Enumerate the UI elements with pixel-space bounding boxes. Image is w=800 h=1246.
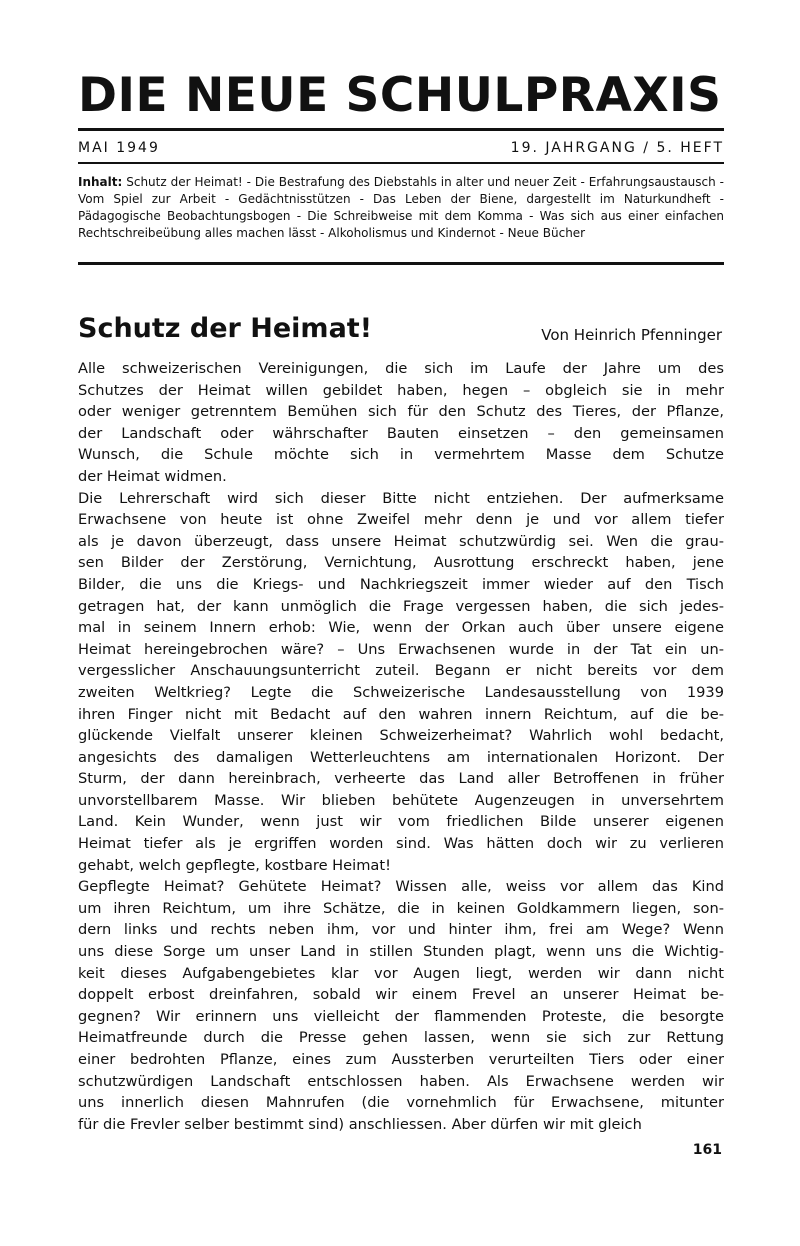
- text-line: uns innerlich diesen Mahnrufen (die vornehmlich für Erwachsene, mitunter: [78, 1094, 724, 1112]
- text-line: Alle schweizerischen Vereinigungen, die sich im Laufe der Jahre um des: [78, 360, 724, 377]
- text-line: angesichts des damaligen Wetterleuchtens am internationalen Horizont. Der: [78, 748, 724, 766]
- text-line: schutzwürdigen Landschaft entschlossen haben. Als Erwachsene werden wir: [78, 1072, 724, 1090]
- text-line: vergesslicher Anschauungsunterricht zuteil. Begann er nicht bereits vor dem: [78, 662, 724, 680]
- text-line: Schutzes der Heimat willen gebildet haben, hegen – obgleich sie in mehr: [78, 381, 724, 399]
- article-paragraph: [78, 358, 724, 488]
- text-line: Bilder, die uns die Kriegs- und Nachkriegszeit immer wieder auf den Tisch: [78, 575, 724, 593]
- text-line: Heimat tiefer als je ergriffen worden sind. Was hätten doch wir zu verlieren: [78, 835, 724, 853]
- text-line: Land. Kein Wunder, wenn just wir vom friedlichen Bilde unserer eigenen: [78, 813, 724, 831]
- text-line: Heimat hereingebrochen wäre? – Uns Erwachsenen wurde in der Tat ein un-: [78, 640, 724, 658]
- text-line: Heimatfreunde durch die Presse gehen lassen, wenn sie sich zur Rettung: [78, 1029, 724, 1047]
- issue-line: [78, 138, 724, 160]
- text-line: sen Bilder der Zerstörung, Vernichtung, Ausrottung erschreckt haben, jene: [78, 554, 724, 572]
- text-line: Sturm, der dann hereinbrach, verheerte das Land aller Betroffenen in früher: [78, 770, 724, 788]
- issue-date: MAI 1949: [78, 140, 160, 156]
- masthead-rule-top: [78, 128, 724, 131]
- text-line: doppelt erbost dreinfahren, sobald wir einem Frevel an unserer Heimat be-: [78, 986, 724, 1004]
- text-line: dern links und rechts neben ihm, vor und hinter ihm, frei am Wege? Wenn: [78, 921, 724, 939]
- text-line: Erwachsene von heute ist ohne Zweifel mehr denn je und vor allem tiefer: [78, 511, 724, 529]
- table-of-contents: [78, 174, 724, 242]
- text-line: uns diese Sorge um unser Land in stillen Stunden plagt, wenn uns die Wichtig-: [78, 943, 724, 961]
- text-line: Gepflegte Heimat? Gehütete Heimat? Wissen alle, weiss vor allem das Kind: [78, 878, 724, 896]
- article-title: Schutz der Heimat!: [78, 313, 373, 344]
- masthead-title: DIE NEUE SCHULPRAXIS: [78, 68, 722, 123]
- text-line: oder weniger getrenntem Bemühen sich für den Schutz des Tieres, der Pflanze,: [78, 403, 724, 421]
- text-line: gehabt, welch gepflegte, kostbare Heimat!: [78, 856, 391, 874]
- issue-rule: [78, 162, 724, 164]
- issue-number: 19. JAHRGANG / 5. HEFT: [510, 140, 724, 156]
- text-line: der Landschaft oder währschafter Bauten einsetzen – den gemeinsamen: [78, 424, 724, 442]
- article-paragraph: [78, 488, 724, 877]
- article-author: Von Heinrich Pfenninger: [541, 326, 722, 344]
- text-line: Die Lehrerschaft wird sich dieser Bitte nicht entziehen. Der aufmerksame: [78, 489, 724, 507]
- text-line: unvorstellbarem Masse. Wir blieben behütete Augenzeugen in unversehrtem: [78, 791, 724, 809]
- text-line: mal in seinem Innern erhob: Wie, wenn der Orkan auch über unsere eigene: [78, 619, 724, 637]
- text-line: Wunsch, die Schule möchte sich in vermehrtem Masse dem Schutze: [78, 446, 724, 464]
- text-line: der Heimat widmen.: [78, 467, 227, 485]
- contents-label: Inhalt:: [78, 175, 123, 189]
- text-line: um ihren Reichtum, um ihre Schätze, die in keinen Goldkammern liegen, son-: [78, 899, 724, 917]
- text-line: zweiten Weltkrieg? Legte die Schweizerische Landesausstellung von 1939: [78, 683, 724, 701]
- text-line: gegnen? Wir erinnern uns vielleicht der flammenden Proteste, die besorgte: [78, 1007, 724, 1025]
- contents-rule: [78, 262, 724, 265]
- text-line: ihren Finger nicht mit Bedacht auf den wahren innern Reichtum, auf die be-: [78, 705, 724, 723]
- text-line: einer bedrohten Pflanze, eines zum Aussterben verurteilten Tiers oder einer: [78, 1051, 724, 1068]
- contents-text: Schutz der Heimat! - Die Bestrafung des Diebstahls in alter und neuer Zeit - Erfahrungsaustausch - Vom Spiel zur Arbeit - Gedächtnisstützen - Das Leben der Biene, dargestellt im Naturkundheft - Pädagogische Beobachtungsbogen - Die Schreibweise mit dem Komma - Was sich aus einer einfachen Rechtschreibeübung alles machen lässt - Alkoholismus und Kindernot - Neue Bücher: [78, 175, 724, 240]
- text-line: keit dieses Aufgabengebietes klar vor Augen liegt, werden wir dann nicht: [78, 964, 724, 982]
- page-number: 161: [692, 1142, 722, 1158]
- article-paragraph: [78, 876, 724, 1135]
- text-line: getragen hat, der kann unmöglich die Frage vergessen haben, die sich jedes-: [78, 597, 724, 615]
- text-line: glückende Vielfalt unserer kleinen Schweizerheimat? Wahrlich wohl bedacht,: [78, 727, 724, 745]
- article-body: [78, 358, 724, 1135]
- text-line: als je davon überzeugt, dass unsere Heimat schutzwürdig sei. Wen die grau-: [78, 532, 724, 550]
- text-line: für die Frevler selber bestimmt sind) anschliessen. Aber dürfen wir mit gleich: [78, 1115, 642, 1133]
